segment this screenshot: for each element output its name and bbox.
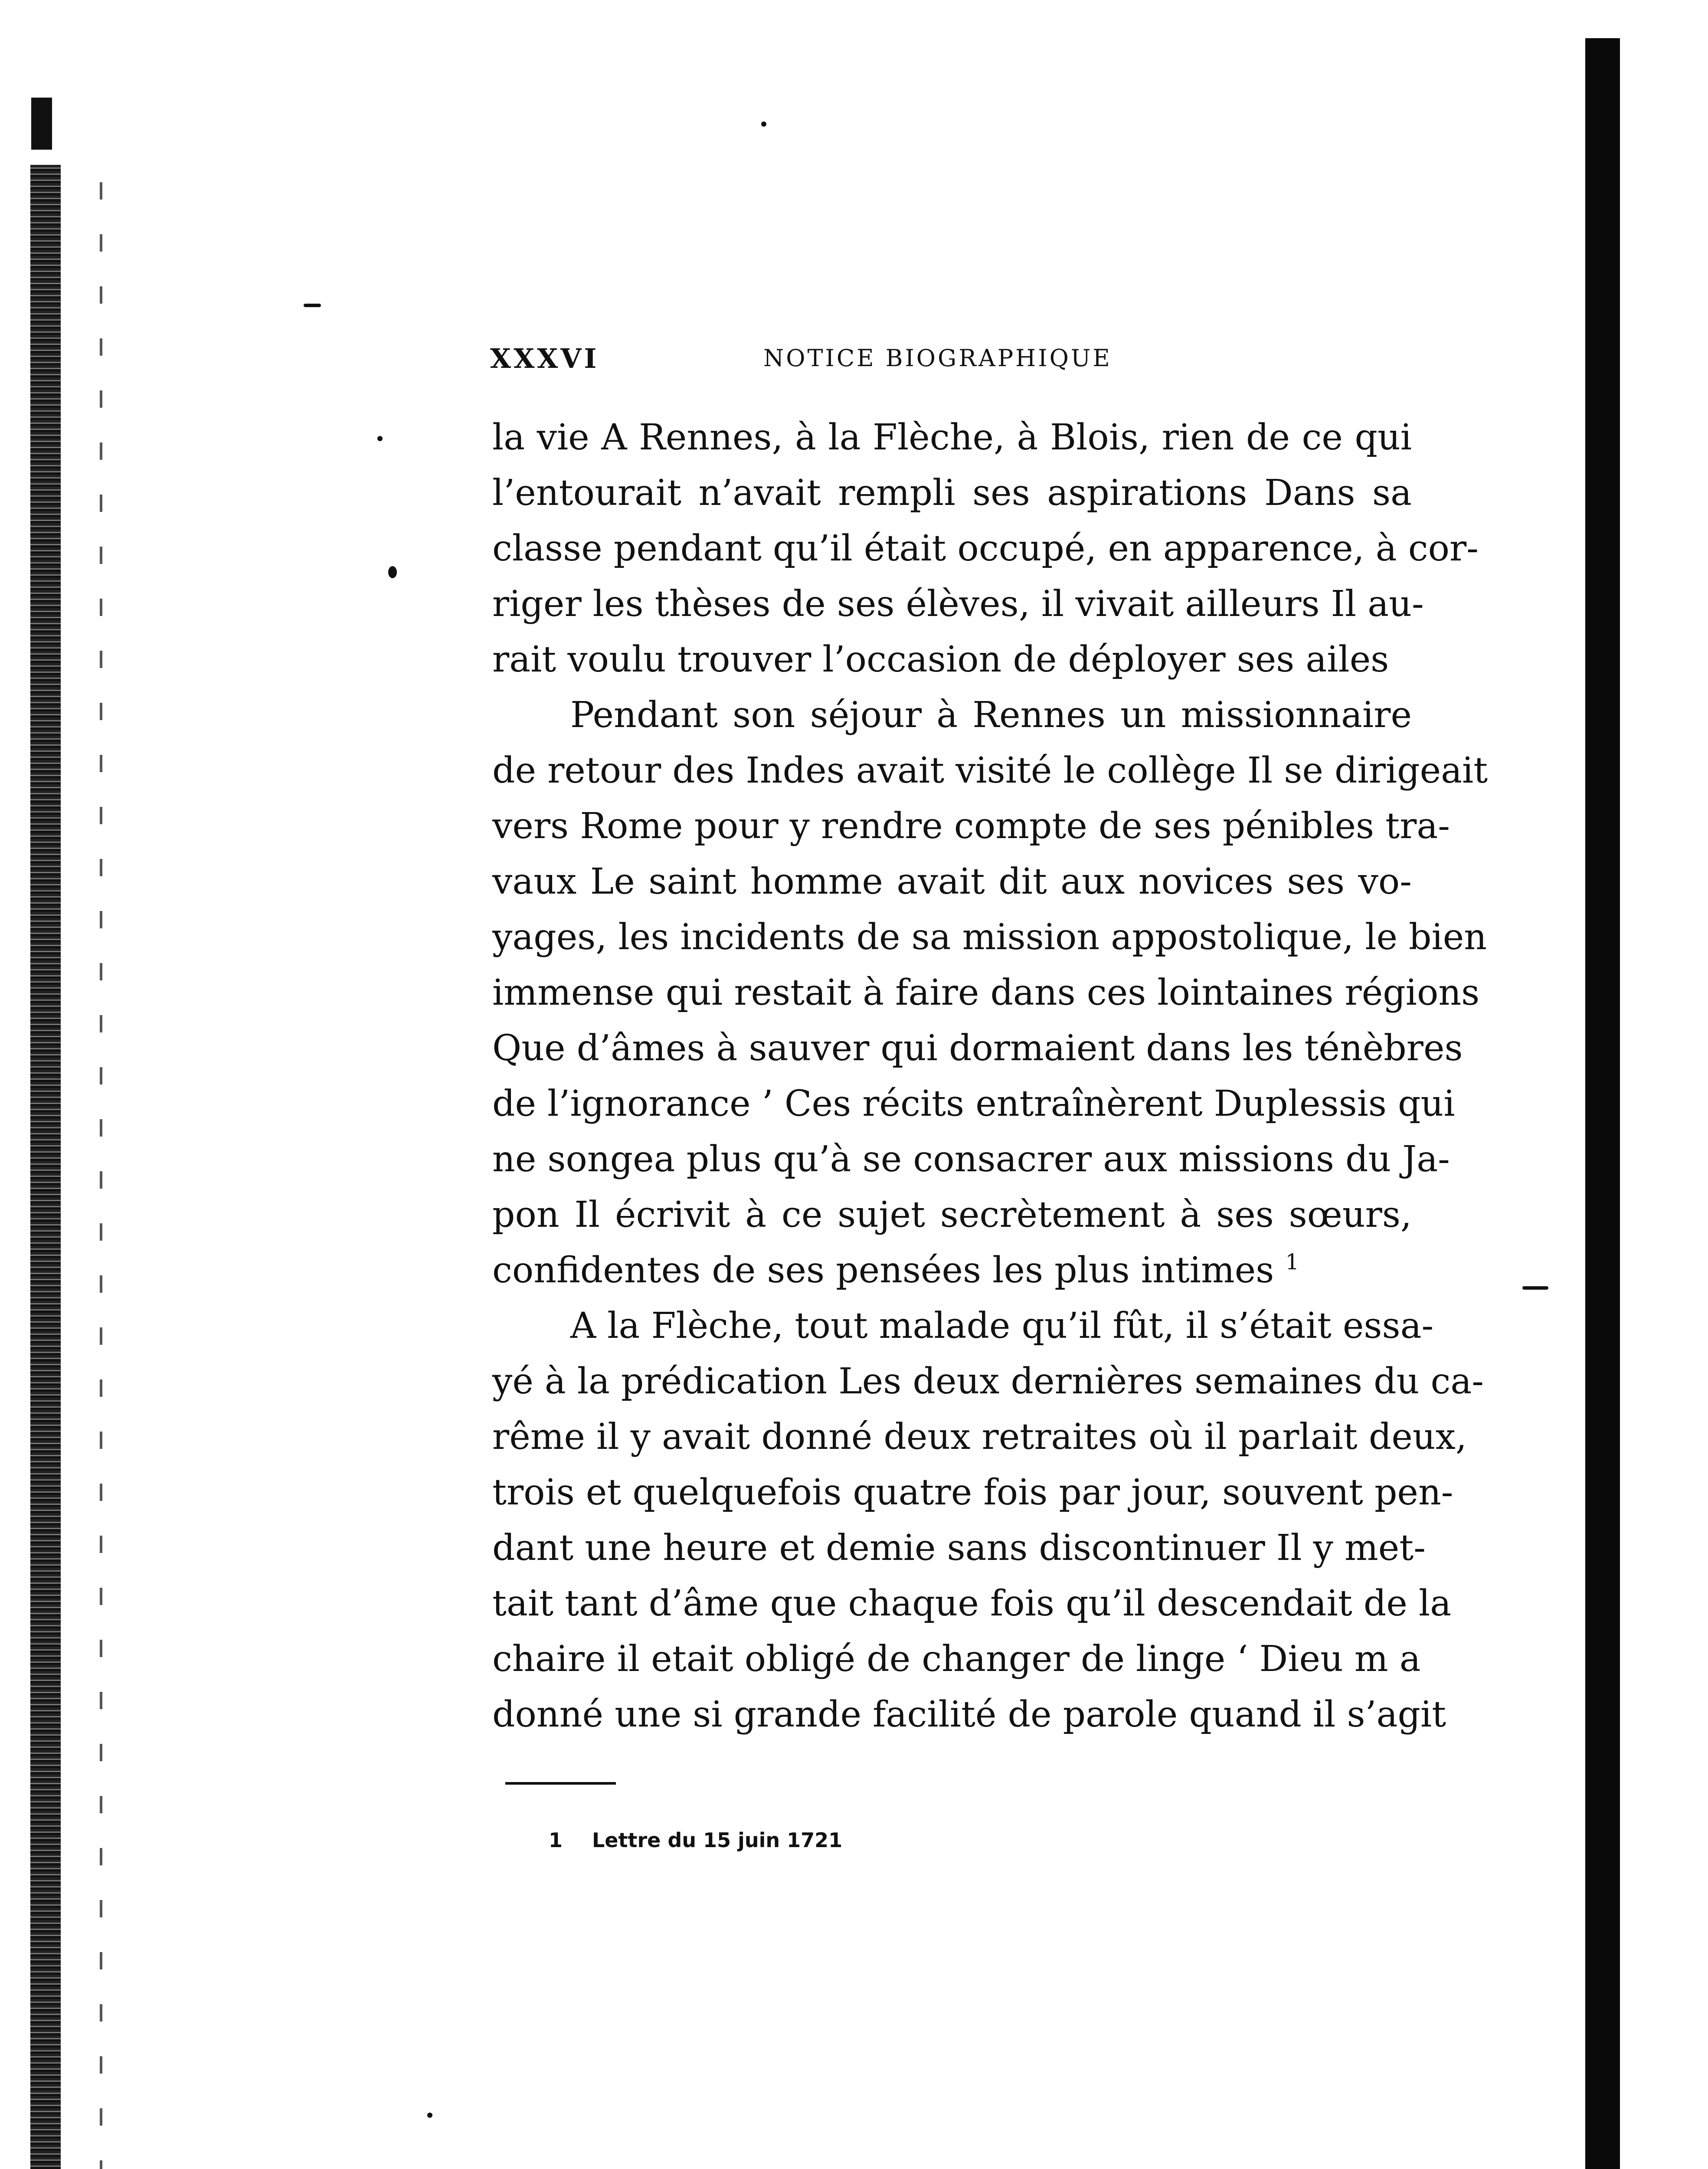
text-line: Que d’âmes à sauver qui dormaient dans les ténèbres xyxy=(492,1028,1463,1069)
scan-binding-edge-top xyxy=(31,98,52,150)
scan-speck xyxy=(377,436,383,441)
scan-speck xyxy=(304,304,321,307)
scan-binding-edge xyxy=(30,165,61,2169)
scan-speck xyxy=(427,2113,432,2118)
text-line: yé à la prédication Les deux dernières semaines du ca- xyxy=(492,1361,1484,1402)
footnote-reference: 1 xyxy=(1285,1249,1299,1275)
text-line: classe pendant qu’il était occupé, en apparence, à cor- xyxy=(492,528,1479,569)
text-line: rême il y avait donné deux retraites où il parlait deux, xyxy=(492,1416,1467,1458)
text-line: vers Rome pour y rendre compte de ses pénibles tra- xyxy=(492,806,1450,847)
running-head xyxy=(490,343,1141,377)
text-line: immense qui restait à faire dans ces lointaines régions xyxy=(492,972,1480,1013)
running-title: NOTICE BIOGRAPHIQUE xyxy=(763,344,1112,372)
text-line: chaire il etait obligé de changer de linge ‘ Dieu m a xyxy=(492,1638,1421,1680)
text-line: ne songea plus qu’à se consacrer aux missions du Ja- xyxy=(492,1139,1450,1180)
footnote xyxy=(549,1828,842,1852)
scan-speck xyxy=(761,121,766,127)
text-line: de retour des Indes avait visité le collège Il se dirigeait xyxy=(492,750,1488,791)
text-line: de l’ignorance ’ Ces récits entraînèrent Duplessis qui xyxy=(492,1083,1455,1124)
footnote-text: Lettre du 15 juin 1721 xyxy=(592,1828,843,1852)
text-line: l’entourait n’avait rempli ses aspirations Dans sa xyxy=(492,472,1412,514)
text-line-with-footnote xyxy=(492,1243,1412,1298)
page-number: XXXVI xyxy=(490,343,599,374)
text-line: dant une heure et demie sans discontinuer Il y met- xyxy=(492,1527,1426,1569)
text-line: vaux Le saint homme avait dit aux novices ses vo- xyxy=(492,861,1412,902)
text-line: confidentes de ses pensées les plus intimes xyxy=(492,1250,1274,1291)
text-line: la vie A Rennes, à la Flèche, à Blois, rien de ce qui xyxy=(492,417,1412,458)
scan-speck xyxy=(1522,1286,1548,1290)
body-text xyxy=(492,410,1488,1743)
text-line: tait tant d’âme que chaque fois qu’il descendait de la xyxy=(492,1583,1452,1624)
text-line: A la Flèche, tout malade qu’il fût, il s’était essa- xyxy=(570,1305,1434,1347)
text-line: donné une si grande facilité de parole quand il s’agit xyxy=(492,1694,1446,1735)
text-line: yages, les incidents de sa mission appostolique, le bien xyxy=(492,917,1487,958)
scan-right-margin-bar xyxy=(1585,38,1620,2169)
footnote-rule xyxy=(505,1782,616,1785)
text-line: Pendant son séjour à Rennes un missionnaire xyxy=(570,695,1412,736)
text-line: riger les thèses de ses élèves, il vivait ailleurs Il au- xyxy=(492,583,1424,625)
text-line: trois et quelquefois quatre fois par jour, souvent pen- xyxy=(492,1472,1453,1513)
text-line: pon Il écrivit à ce sujet secrètement à ses sœurs, xyxy=(492,1194,1412,1235)
footnote-number: 1 xyxy=(549,1828,563,1852)
text-line: rait voulu trouver l’occasion de déployer ses ailes xyxy=(492,639,1389,680)
scan-edge-line xyxy=(100,182,102,2169)
scan-speck xyxy=(388,566,397,578)
